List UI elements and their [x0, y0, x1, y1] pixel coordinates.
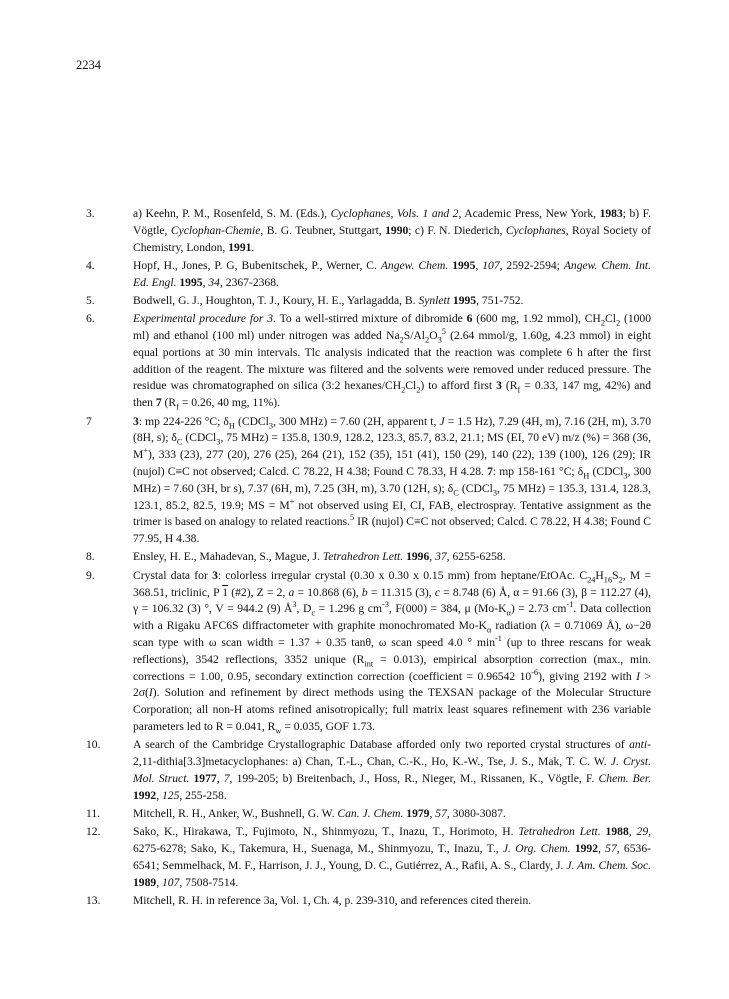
- note-6: [86, 311, 651, 412]
- note-body: [133, 806, 651, 823]
- note-text: , D: [296, 602, 312, 616]
- superscript: 5: [350, 513, 355, 523]
- note-text: , Royal Society of Chemistry, London,: [133, 223, 651, 254]
- subscript: C: [176, 437, 183, 447]
- subscript: 3: [437, 335, 442, 345]
- compound-number: 7: [155, 396, 162, 410]
- note-body: [133, 414, 651, 548]
- note-body: [133, 824, 651, 891]
- note-text: (600 mg, 1.92 mmol), CH: [472, 312, 601, 326]
- journal-name: Angew. Chem.: [380, 258, 449, 272]
- note-number: 5.: [86, 293, 95, 307]
- note-body: [133, 311, 651, 412]
- procedure-label: Experimental procedure for 3.: [133, 312, 276, 326]
- note-number: 10.: [86, 738, 101, 752]
- subscript: α: [486, 625, 492, 635]
- subscript: f: [176, 402, 179, 412]
- subscript: H: [228, 420, 235, 430]
- note-text: To a well-stirred mixture of dibromide: [275, 312, 467, 326]
- note-text: , 75 MHz) = 135.3, 131.4, 128.3, 123.1, 85.2, 82.5, 19.9; MS = M: [133, 481, 651, 512]
- authors: Sako, K., Hirakawa, T., Fujimoto, N., Shinmyozu, T., Inazu, T., Horimoto, H.: [133, 825, 519, 839]
- note-3: [86, 206, 651, 256]
- subscript: 3: [216, 437, 221, 447]
- superscript: +: [289, 496, 295, 506]
- subscript: w: [275, 726, 282, 736]
- year: 1990: [385, 223, 409, 237]
- note-text: : mp 224-226 °C; δ: [138, 414, 229, 428]
- note-text: = 1.296 g cm: [315, 602, 382, 616]
- subscript: 2: [618, 575, 623, 585]
- subscript: 2: [416, 385, 421, 395]
- note-body: [133, 258, 651, 292]
- note-body: Mitchell, R. H. in reference 3a, Vol. 1, Ch. 4, p. 239-310, and references cited therein.: [133, 893, 532, 907]
- subscript: f: [517, 385, 521, 395]
- note-text: . Data collection with a Rigaku AFC6S diffractometer with graphite monochromated Mo-K: [133, 602, 651, 633]
- superscript: -1: [566, 600, 574, 610]
- superscript: -1: [495, 634, 502, 644]
- note-12: [86, 824, 651, 891]
- note-11: [86, 806, 651, 823]
- volume: , 125,: [156, 788, 183, 802]
- note-text: = 0.33, 147 mg, 42%) and then: [133, 379, 651, 410]
- intensity-symbol: I: [636, 669, 641, 683]
- subscript: α: [506, 608, 511, 618]
- note-text: S: [612, 568, 619, 582]
- subscript: 24: [587, 575, 596, 585]
- volume: , 7,: [216, 771, 233, 785]
- note-text: Cl: [405, 379, 417, 393]
- cell-parameter: c: [434, 585, 440, 599]
- reference-notes: [86, 206, 651, 911]
- pages: 3080-3087.: [449, 806, 506, 820]
- note-body: [133, 568, 651, 736]
- year: 1991: [228, 240, 252, 254]
- note-number: 11.: [86, 806, 101, 820]
- note-text: ), 333 (23), 277 (20), 276 (25), 264 (21), 152 (35), 151 (41), 150 (29), 140 (22), 139 (100), 126 (29); IR (nujol) C≡C not observed; Calcd. C 78.22, H 4.38; Found C 78.33, H 4.28.: [133, 448, 651, 478]
- subscript: 3: [492, 488, 497, 498]
- compound-number: 6: [466, 312, 473, 326]
- note-text: H: [595, 568, 604, 582]
- note-text: : mp 158-161 °C; δ: [492, 464, 584, 478]
- journal-name: J. Am. Chem. Soc.: [566, 858, 652, 872]
- note-number: 6.: [86, 312, 95, 326]
- year: 1977: [189, 771, 217, 785]
- note-text: , B. G. Teubner, Stuttgart,: [260, 223, 386, 237]
- journal-name: Synlett: [418, 293, 450, 307]
- compound-number: 7: [487, 464, 493, 478]
- subscript: 3: [268, 420, 274, 430]
- subscript: 2: [615, 318, 621, 328]
- subscript: int: [364, 659, 374, 669]
- pages: 6536-6541;: [133, 841, 651, 872]
- year: 1979: [403, 806, 430, 820]
- note-text: (#2), Z = 2,: [228, 585, 289, 599]
- pages: 7508-7514.: [182, 875, 239, 889]
- note-text: (1000 ml) and ethanol (100 ml) under nitrogen was added Na: [133, 312, 652, 343]
- note-text: ) = 2.73 cm: [510, 602, 567, 616]
- note-text: Cl: [604, 312, 616, 326]
- pages: 255-258.: [182, 788, 227, 802]
- note-text: = 0.035, GOF 1.73.: [281, 719, 375, 733]
- book-title: Cyclophanes, Vols. 1 and 2,: [330, 207, 462, 220]
- subscript: 3: [623, 471, 628, 481]
- year: 1996: [403, 550, 430, 564]
- volume: , 37,: [429, 550, 450, 564]
- note-text: ), giving 2192 with: [538, 669, 637, 683]
- note-text: = 0.013), empirical absorption correction (max., min. corrections = 1.00, 0.95, secondary extinction correction (coefficient = 0.96542 10: [133, 652, 651, 683]
- year: 1995: [176, 275, 203, 289]
- note-text: , F(000) = 384, μ (Mo-K: [388, 602, 507, 616]
- note-text: > 2σ(: [133, 669, 651, 700]
- subscript: 2: [425, 335, 430, 345]
- note-text: (R: [161, 396, 177, 410]
- superscript: -6: [531, 667, 539, 677]
- subscript: C: [453, 488, 459, 498]
- note-10: [86, 737, 651, 804]
- note-text: (up to three rescans for weak reflections), 3542 reflections, 3352 unique (R: [133, 635, 651, 666]
- pages: 6255-6258.: [449, 550, 506, 564]
- compound-number: 3: [133, 414, 139, 428]
- pages: , 751-752.: [476, 293, 524, 307]
- subscript: c: [311, 608, 316, 618]
- note-number: 7: [86, 414, 92, 428]
- note-body: [133, 206, 651, 256]
- note-text: = 8.748 (6) Å, α = 91.66 (3), β = 112.27 (4), γ = 106.32 (3) °, V = 944.2 (9) Å: [133, 585, 651, 616]
- volume: , 57,: [598, 841, 620, 855]
- note-number: 4.: [86, 258, 95, 272]
- cell-parameter: b: [361, 585, 368, 599]
- year: 1992: [133, 788, 157, 802]
- note-body: [133, 549, 651, 566]
- year: 1995: [448, 258, 476, 272]
- note-text: not observed using EI, CI, FAB, electrospray. Tentative assignment as the trimer is based on analogy to related reactions.: [133, 498, 651, 529]
- cell-parameter: a: [288, 585, 295, 599]
- note-text: , M = 368.51, triclinic, P: [133, 568, 652, 599]
- year: 1992: [570, 841, 599, 855]
- note-text: S/Al: [403, 329, 426, 343]
- subscript: 2: [600, 318, 605, 328]
- superscript: +: [143, 446, 149, 456]
- pages: 2367-2368.: [222, 275, 279, 289]
- year: 1988: [600, 825, 629, 839]
- volume: , 34,: [202, 275, 223, 289]
- note-body: [133, 737, 651, 804]
- pages: 6275-6278;: [133, 841, 191, 855]
- journal-name: Tetrahedron Lett.: [518, 825, 601, 839]
- note-text: : colorless irregular crystal (0.30 x 0.30 x 0.15 mm) from heptane/EtOAc. C: [217, 568, 588, 582]
- compound-number: 3: [212, 568, 218, 582]
- note-text: a) Keehn, P. M., Rosenfeld, S. M. (Eds.),: [133, 207, 331, 220]
- volume: , 107,: [475, 258, 503, 272]
- note-8: [86, 549, 651, 566]
- note-text: = 11.315 (3),: [367, 585, 435, 599]
- volume: , 29,: [628, 825, 652, 839]
- note-text: = 10.868 (6),: [294, 585, 362, 599]
- superscript: -3: [381, 600, 389, 610]
- note-text: .: [251, 240, 255, 254]
- year: 1983: [599, 207, 623, 220]
- note-text: , 300 MHz) = 7.60 (2H, apparent t,: [273, 414, 440, 428]
- note-4: [86, 258, 651, 292]
- note-text: (CDCl: [589, 464, 624, 478]
- intensity-symbol: I: [148, 686, 153, 700]
- journal-name: J. Cryst. Mol. Struct.: [133, 755, 651, 785]
- book-title: Cyclophanes: [505, 223, 566, 237]
- note-text: ; b) F. Vögtle,: [133, 207, 652, 237]
- note-number: 9.: [86, 568, 95, 582]
- compound-number: 3: [496, 379, 502, 393]
- note-5: [86, 293, 651, 310]
- note-number: 3.: [86, 207, 95, 220]
- space-group-bar: 1: [222, 585, 229, 599]
- subscript: H: [583, 471, 590, 481]
- note-text: IR (nujol) C≡C not observed; Calcd. C 78.22, H 4.38; Found C 77.95, H 4.38.: [133, 515, 652, 546]
- journal-name: Chem. Ber.: [598, 771, 652, 785]
- book-title: Cyclophan-Chemie: [170, 223, 261, 237]
- note-7: [86, 414, 651, 548]
- journal-name: Angew. Chem. Int. Ed. Engl.: [133, 258, 651, 289]
- note-text: (2.64 mmol/g, 1.60g, 4.23 mmol) in eight equal portions at 30 min intervals. Tlc analysis indicated that the reaction was complete 6 h after the first addition of the reagent. The mixture was filtered and the solvents were removed under reduced pressure. The residue was chromatographed on silica (3:2 hexanes/CH: [133, 329, 651, 393]
- note-text: A search of the Cambridge Crystallographic Database afforded only two reported crystal structures of: [133, 738, 630, 752]
- note-13: [86, 893, 651, 910]
- journal-name: Tetrahedron Lett.: [322, 550, 404, 564]
- note-text: O: [429, 329, 438, 343]
- year: 1995: [450, 293, 477, 307]
- superscript: 3: [292, 600, 297, 610]
- pages: 199-205; b) Breitenbach, J., Hoss, R., Nieger, M., Rissanen, K., Vögtle, F.: [232, 771, 599, 785]
- note-text: , 75 MHz) = 135.8, 130.9, 128.2, 123.3, 85.7, 83.2, 21.1; MS (EI, 70 eV) m/z (%) = 368 (36, M: [133, 431, 651, 462]
- subscript: 2: [401, 385, 406, 395]
- volume: , 57,: [429, 806, 450, 820]
- note-number: 13.: [86, 893, 101, 907]
- authors: Bodwell, G. J., Houghton, T. J., Koury, H. E., Yarlagadda, B.: [133, 293, 419, 307]
- note-text: -2,11-dithia[3.3]metacyclophanes: a) Chan, T.-L., Chan, C.-K., Ho, K.-W., Tse, J. S., Mak, T. C. W.: [133, 738, 651, 768]
- subscript: 2: [399, 335, 404, 345]
- note-9: [86, 568, 651, 736]
- note-text: (CDCl: [458, 481, 493, 495]
- note-text: radiation (λ = 0.71069 Å), ω−2θ scan type with ω scan width = 1.37 + 0.35 tanθ, ω scan speed 4.0 ° min: [133, 619, 651, 649]
- note-text: (CDCl: [182, 431, 217, 445]
- note-text: (R: [501, 379, 518, 393]
- note-text: Academic Press, New York,: [461, 207, 600, 220]
- coupling-constant: J: [439, 414, 445, 428]
- note-text: (CDCl: [234, 414, 269, 428]
- note-text: = 0.26, 40 mg, 11%).: [178, 396, 281, 410]
- authors: Sako, K., Takemura, H., Suenaga, M., Shinmyozu, T., Inazu, T.,: [190, 841, 503, 855]
- year: 1989: [133, 875, 157, 889]
- volume: , 107,: [156, 875, 183, 889]
- note-text: , 300 MHz) = 7.60 (3H, br s), 7.37 (6H, m), 7.25 (3H, m), 3.70 (12H, s); δ: [133, 464, 652, 495]
- authors: Mitchell, R. H., Anker, W., Bushnell, G. W.: [133, 806, 338, 820]
- superscript: 5: [441, 327, 446, 337]
- authors: Hopf, H., Jones, P. G, Bubenitschek, P., Werner, C.: [133, 258, 381, 272]
- note-text: ). Solution and refinement by direct methods using the TEXSAN package of the Molecular Structure Corporation; all non-H atoms refined anisotropically; full matrix least squares refinement with 236 variable parameters led to R = 0.041, R: [133, 686, 651, 733]
- authors: Ensley, H. E., Mahadevan, S., Mague, J.: [133, 550, 323, 564]
- note-number: 8.: [86, 550, 95, 564]
- note-text: Crystal data for: [133, 568, 213, 582]
- page-number: 2234: [76, 58, 101, 72]
- note-number: 12.: [86, 825, 101, 839]
- journal-name: Can. J. Chem.: [337, 806, 404, 820]
- stereo-descriptor: anti: [629, 738, 648, 752]
- note-body: [133, 293, 651, 310]
- subscript: 16: [603, 575, 613, 585]
- note-text: ) to afford first: [420, 379, 497, 393]
- note-text: = 1.5 Hz), 7.29 (4H, m), 7.16 (2H, m), 3.70 (8H, s); δ: [133, 414, 652, 445]
- journal-name: J. Org. Chem.: [502, 841, 571, 855]
- note-text: ; c) F. N. Diederich,: [408, 223, 506, 237]
- authors: Semmelhack, M. F., Harrison, J. J., Young, D. C., Gutiérrez, A., Rafii, A. S., Clardy, J.: [162, 858, 567, 872]
- pages: 2592-2594;: [502, 258, 564, 272]
